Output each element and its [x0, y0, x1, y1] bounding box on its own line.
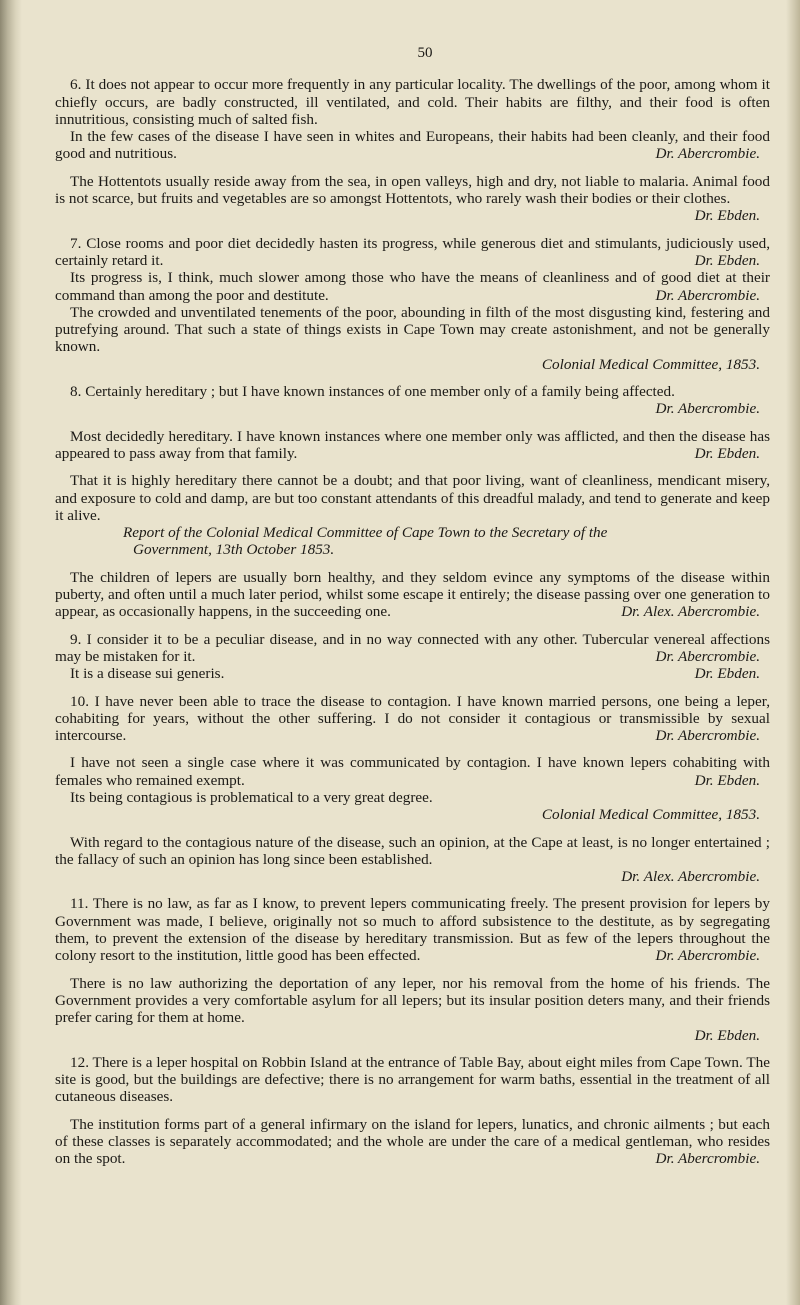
source-citation: Colonial Medical Committee, 1853.	[541, 355, 760, 373]
source-citation: Colonial Medical Committee, 1853.	[541, 806, 760, 824]
attribution: Dr. Ebden.	[694, 665, 760, 683]
attribution: Dr. Ebden.	[694, 444, 760, 462]
attribution: Dr. Ebden.	[694, 251, 760, 269]
paragraph-8c: That it is highly hereditary there cannot be a doubt; and that poor living, want of cleanliness, mendicant misery, and exposure to cold and damp, are but too constant attendants of this dreadful malady, and tend to generate and keep it alive.	[55, 472, 770, 524]
paragraph-8b: Most decidedly hereditary. I have known instances where one member only was afflicted, and then the disease has appeared to pass away from that family. Dr. Ebden.	[55, 427, 770, 462]
page-number: 50	[417, 45, 433, 61]
paragraph-9b: It is a disease sui generis. Dr. Ebden.	[55, 665, 770, 682]
paragraph-9a: 9. I consider it to be a peculiar disease, and in no way connected with any other. Tubercular venereal affections may be mistaken for it. Dr. Abercrombie.	[55, 630, 770, 665]
book-binding-shadow	[0, 0, 22, 1305]
attribution: Dr. Alex. Abercrombie.	[621, 603, 760, 621]
paragraph-6c: The Hottentots usually reside away from the sea, in open valleys, high and dry, not liable to malaria. Animal food is not scarce, but fruits and vegetables are so amongst Hottentots, who rarely wash their bodies or their clothes. Dr. Ebden.	[55, 172, 770, 225]
attribution: Dr. Ebden.	[694, 771, 760, 789]
attribution: Dr. Abercrombie.	[655, 727, 760, 745]
paragraph-7b: Its progress is, I think, much slower among those who have the means of cleanliness and of good diet at their command than among the poor and destitute. Dr. Abercrombie.	[55, 269, 770, 304]
attribution: Dr. Abercrombie.	[655, 145, 760, 163]
paragraph-6a: 6. It does not appear to occur more frequently in any particular locality. The dwellings of the poor, among whom it chiefly occurs, are badly constructed, ill ventilated, and cold. Their habits are filthy, and their food is often innutritious, consisting much of salted fish.	[55, 76, 770, 128]
attribution: Dr. Abercrombie.	[655, 1150, 760, 1168]
paragraph-12b: The institution forms part of a general infirmary on the island for lepers, lunatics, and chronic ailments ; but each of these classes is separately accommodated; and the whole are under the care of a medical gentleman, who resides on the spot. Dr. Abercrombie.	[55, 1115, 770, 1168]
paragraph-10d: With regard to the contagious nature of the disease, such an opinion, at the Cape at least, is no longer entertained ; the fallacy of such an opinion has long since been established.	[55, 833, 770, 868]
attribution: Dr. Abercrombie.	[655, 647, 760, 665]
document-page	[55, 45, 770, 1168]
page-edge-shadow	[786, 0, 800, 1305]
paragraph-11a: 11. There is no law, as far as I know, to prevent lepers communicating freely. The present provision for lepers by Government was made, I believe, originally not so much to afford subsistence to the destitute, as by segregating them, to prevent the extension of the disease by hereditary transmission. But as few of the lepers throughout the colony resort to the institution, little good has been effected. Dr. Abercrombie.	[55, 895, 770, 965]
paragraph-7a: 7. Close rooms and poor diet decidedly hasten its progress, while generous diet and stimulants, judiciously used, certainly retard it. Dr. Ebden.	[55, 234, 770, 269]
paragraph-10c: Its being contagious is problematical to a very great degree.	[70, 788, 433, 806]
attribution: Dr. Alex. Abercrombie.	[621, 868, 760, 886]
paragraph-10b: I have not seen a single case where it was communicated by contagion. I have known lepers cohabiting with females who remained exempt. Dr. Ebden.	[55, 754, 770, 789]
attribution: Dr. Ebden.	[694, 1026, 760, 1044]
paragraph-8d: The children of lepers are usually born healthy, and they seldom evince any symptoms of the disease within puberty, and often until a much later period, whilst some escape it entirely; the disease passing over one generation to appear, as occasionally happens, in the succeeding one. Dr. Alex. Abercrombie.	[55, 568, 770, 621]
attribution: Dr. Ebden.	[694, 207, 760, 225]
paragraph-8a: 8. Certainly hereditary ; but I have known instances of one member only of a family being affected. Dr. Abercrombie.	[55, 383, 770, 400]
report-citation: Report of the Colonial Medical Committee of Cape Town to the Secretary of the Government, 13th October 1853.	[123, 524, 608, 559]
paragraph-7c: The crowded and unventilated tenements of the poor, abounding in filth of the most disgusting kind, festering and putrefying around. That such a state of things exists in Cape Town may create astonishment, and not be generally known.	[55, 303, 770, 356]
attribution: Dr. Abercrombie.	[655, 947, 760, 965]
attribution: Dr. Abercrombie.	[655, 400, 760, 418]
attribution: Dr. Abercrombie.	[655, 286, 760, 304]
paragraph-10a: 10. I have never been able to trace the disease to contagion. I have known married persons, one being a leper, cohabiting for years, without the other suffering. I do not consider it contagious or transmissible by sexual intercourse. Dr. Abercrombie.	[55, 692, 770, 745]
paragraph-6b: In the few cases of the disease I have seen in whites and Europeans, their habits had been cleanly, and their food good and nutritious. Dr. Abercrombie.	[55, 128, 770, 163]
paragraph-12a: 12. There is a leper hospital on Robbin Island at the entrance of Table Bay, about eight miles from Cape Town. The site is good, but the buildings are defective; there is no arrangement for warm baths, essential in the treatment of all cutaneous diseases.	[55, 1053, 770, 1106]
paragraph-11b: There is no law authorizing the deportation of any leper, nor his removal from the home of his friends. The Government provides a very comfortable asylum for all lepers; but its insular position deters many, and their friends prefer caring for them at home.	[55, 974, 770, 1027]
